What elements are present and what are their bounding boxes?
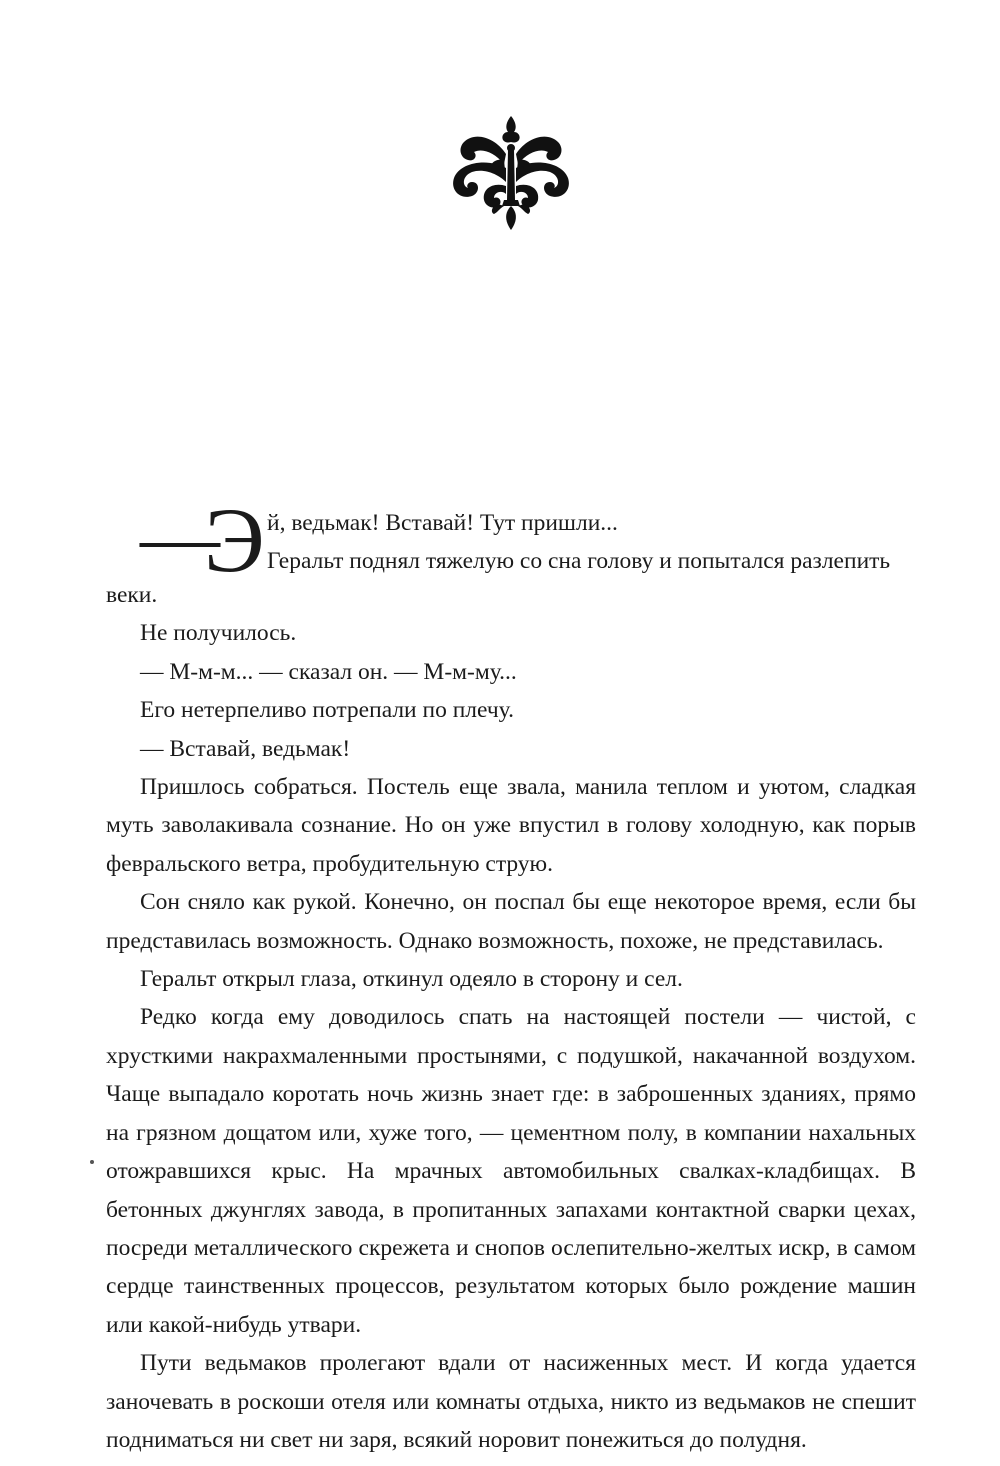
- paragraph: Геральт открыл глаза, откинул одеяло в сторону и сел.: [140, 966, 683, 993]
- paragraph: — М-м-м... — сказал он. — М-м-му...: [140, 658, 517, 685]
- print-speck: [90, 1160, 94, 1164]
- opening-line-2: Геральт поднял тяжелую со сна голову и попытался разлепить: [267, 548, 891, 574]
- paragraph: Пришлось собраться. Постель еще звала, манила теплом и уютом, сладкая муть заволакивала сознание. Но он уже впустил в голову холодную, как порыв февральского ветра, пробудительную струю.: [106, 774, 916, 877]
- paragraph: Сон сняло как рукой. Конечно, он поспал бы еще некоторое время, если бы представилась возможность. Однако возможность, похоже, не представилась.: [106, 889, 916, 954]
- paragraph: Его нетерпеливо потрепали по плечу.: [140, 697, 514, 724]
- chapter-text: [106, 489, 916, 1459]
- opening-line-1: й, ведьмак! Вставай! Тут пришли...: [267, 510, 618, 536]
- paragraph: — Вставай, ведьмак!: [140, 735, 351, 762]
- paragraph: веки.: [106, 582, 158, 608]
- drop-cap: Э: [204, 489, 265, 591]
- paragraph: Редко когда ему доводилось спать на настоящей постели — чистой, с хрусткими накрахмаленными простынями, с подушкой, накачанной воздухом. Чаще выпадало коротать ночь жизнь знает где: в заброшенных зданиях, прямо на грязном дощатом или, хуже того, — цементном полу, в компании нахальных отожравшихся крыс. На мрачных автомобильных свалках-кладбищах. В бетонных джунглях завода, в пропитанных запахами контактной сварки цехах, посреди металлического скрежета и снопов ослепительно-желтых искр, в самом сердце таинственных процессов, результатом которых было рождение машин или какой-нибудь утвари.: [106, 1004, 916, 1338]
- floral-ornament-icon: [448, 112, 574, 234]
- paragraph: Пути ведьмаков пролегают вдали от насиженных мест. И когда удается заночевать в роскоши отеля или комнаты отдыха, никто из ведьмаков не спешит подниматься ни свет ни заря, всякий норовит понежиться до полудня.: [106, 1350, 916, 1453]
- opening-dash: —: [140, 494, 220, 582]
- paragraph: Не получилось.: [140, 620, 297, 647]
- chapter-opening: [106, 489, 916, 591]
